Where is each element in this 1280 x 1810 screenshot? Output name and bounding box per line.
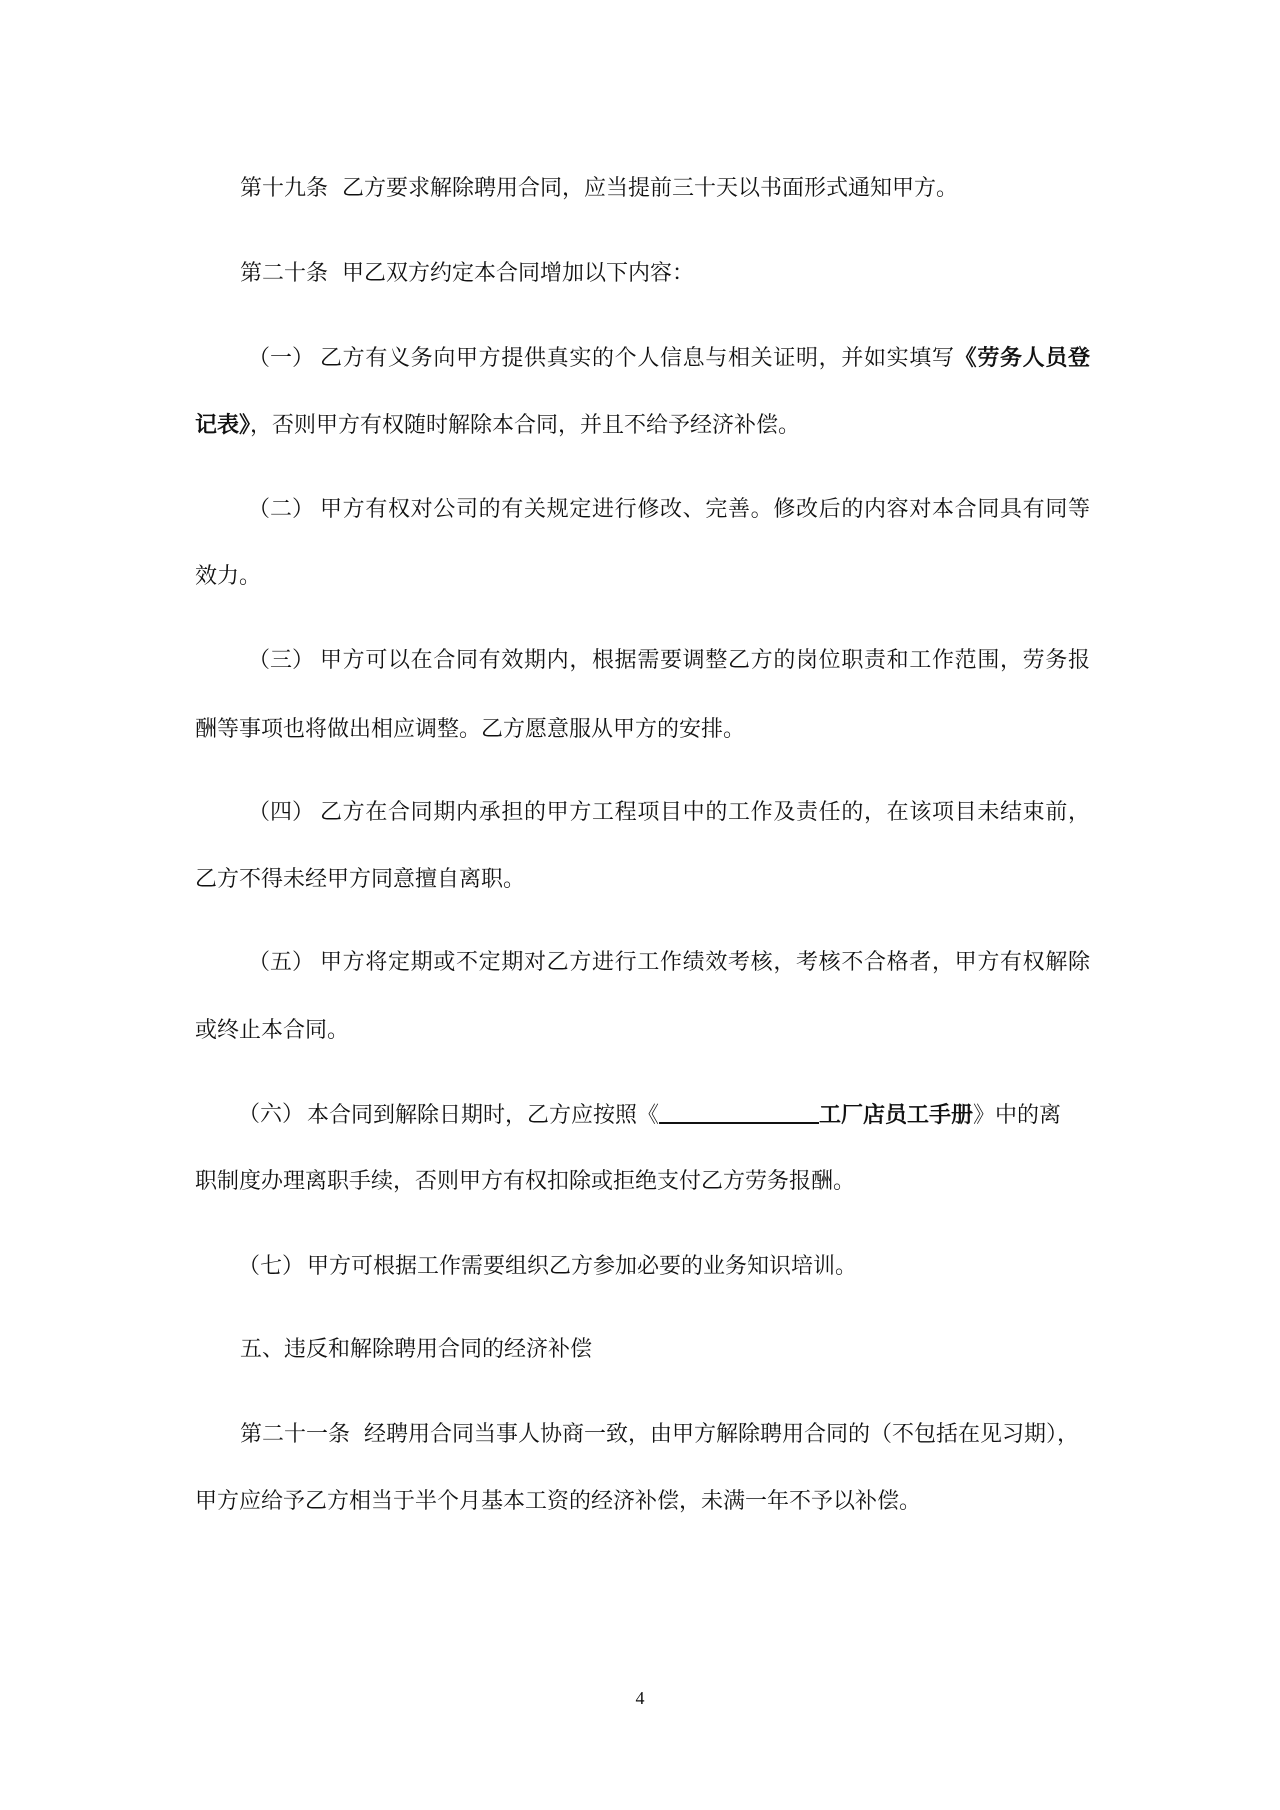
item-3-line-2: 酬等事项也将做出相应调整。乙方愿意服从甲方的安排。 (195, 717, 746, 742)
item-6-label: （六） (238, 1102, 305, 1127)
item-7-line-1: 甲方可根据工作需要组织乙方参加必要的业务知识培训。 (307, 1254, 858, 1279)
item-4-label: （四） (248, 800, 315, 825)
item-2-line-1: 甲方有权对公司的有关规定进行修改、完善。修改后的内容对本合同具有同等 (320, 497, 1090, 522)
item-1-line-1: 乙方有义务向甲方提供真实的个人信息与相关证明，并如实填写《劳务人员登 (320, 346, 1090, 371)
item-3-label: （三） (248, 648, 315, 673)
article-19: 第十九条 乙方要求解除聘用合同，应当提前三十天以书面形式通知甲方。 (240, 176, 959, 201)
article-21-line-2: 甲方应给予乙方相当于半个月基本工资的经济补偿，未满一年不予以补偿。 (195, 1489, 922, 1514)
item-2-line-2: 效力。 (195, 564, 262, 589)
item-7-label: （七） (238, 1254, 305, 1279)
article-21-line-1: 第二十一条 经聘用合同当事人协商一致，由甲方解除聘用合同的（不包括在见习期）， (240, 1422, 1080, 1447)
item-4-line-2: 乙方不得未经甲方同意擅自离职。 (195, 867, 526, 892)
item-1-line-2: 记表》，否则甲方有权随时解除本合同，并且不给予经济补偿。 (195, 413, 801, 438)
item-5-label: （五） (248, 950, 315, 975)
item-3-line-1: 甲方可以在合同有效期内，根据需要调整乙方的岗位职责和工作范围，劳务报 (320, 648, 1090, 673)
item-4-line-1: 乙方在合同期内承担的甲方工程项目中的工作及责任的，在该项目未结束前， (320, 800, 1090, 825)
item-6-line-1: 本合同到解除日期时，乙方应按照《 工厂店员工手册》中的离 (307, 1103, 1062, 1128)
item-2-label: （二） (248, 497, 315, 522)
article-20: 第二十条 甲乙双方约定本合同增加以下内容： (240, 261, 695, 286)
blank-fill-field (659, 1102, 819, 1124)
section-5-heading: 五、违反和解除聘用合同的经济补偿 (240, 1337, 593, 1362)
item-1-label: （一） (248, 346, 315, 371)
item-6-line-2: 职制度办理离职手续，否则甲方有权扣除或拒绝支付乙方劳务报酬。 (195, 1169, 856, 1194)
item-5-line-2: 或终止本合同。 (195, 1018, 350, 1043)
page-number: 4 (635, 1688, 645, 1708)
item-5-line-1: 甲方将定期或不定期对乙方进行工作绩效考核，考核不合格者，甲方有权解除 (320, 950, 1090, 975)
